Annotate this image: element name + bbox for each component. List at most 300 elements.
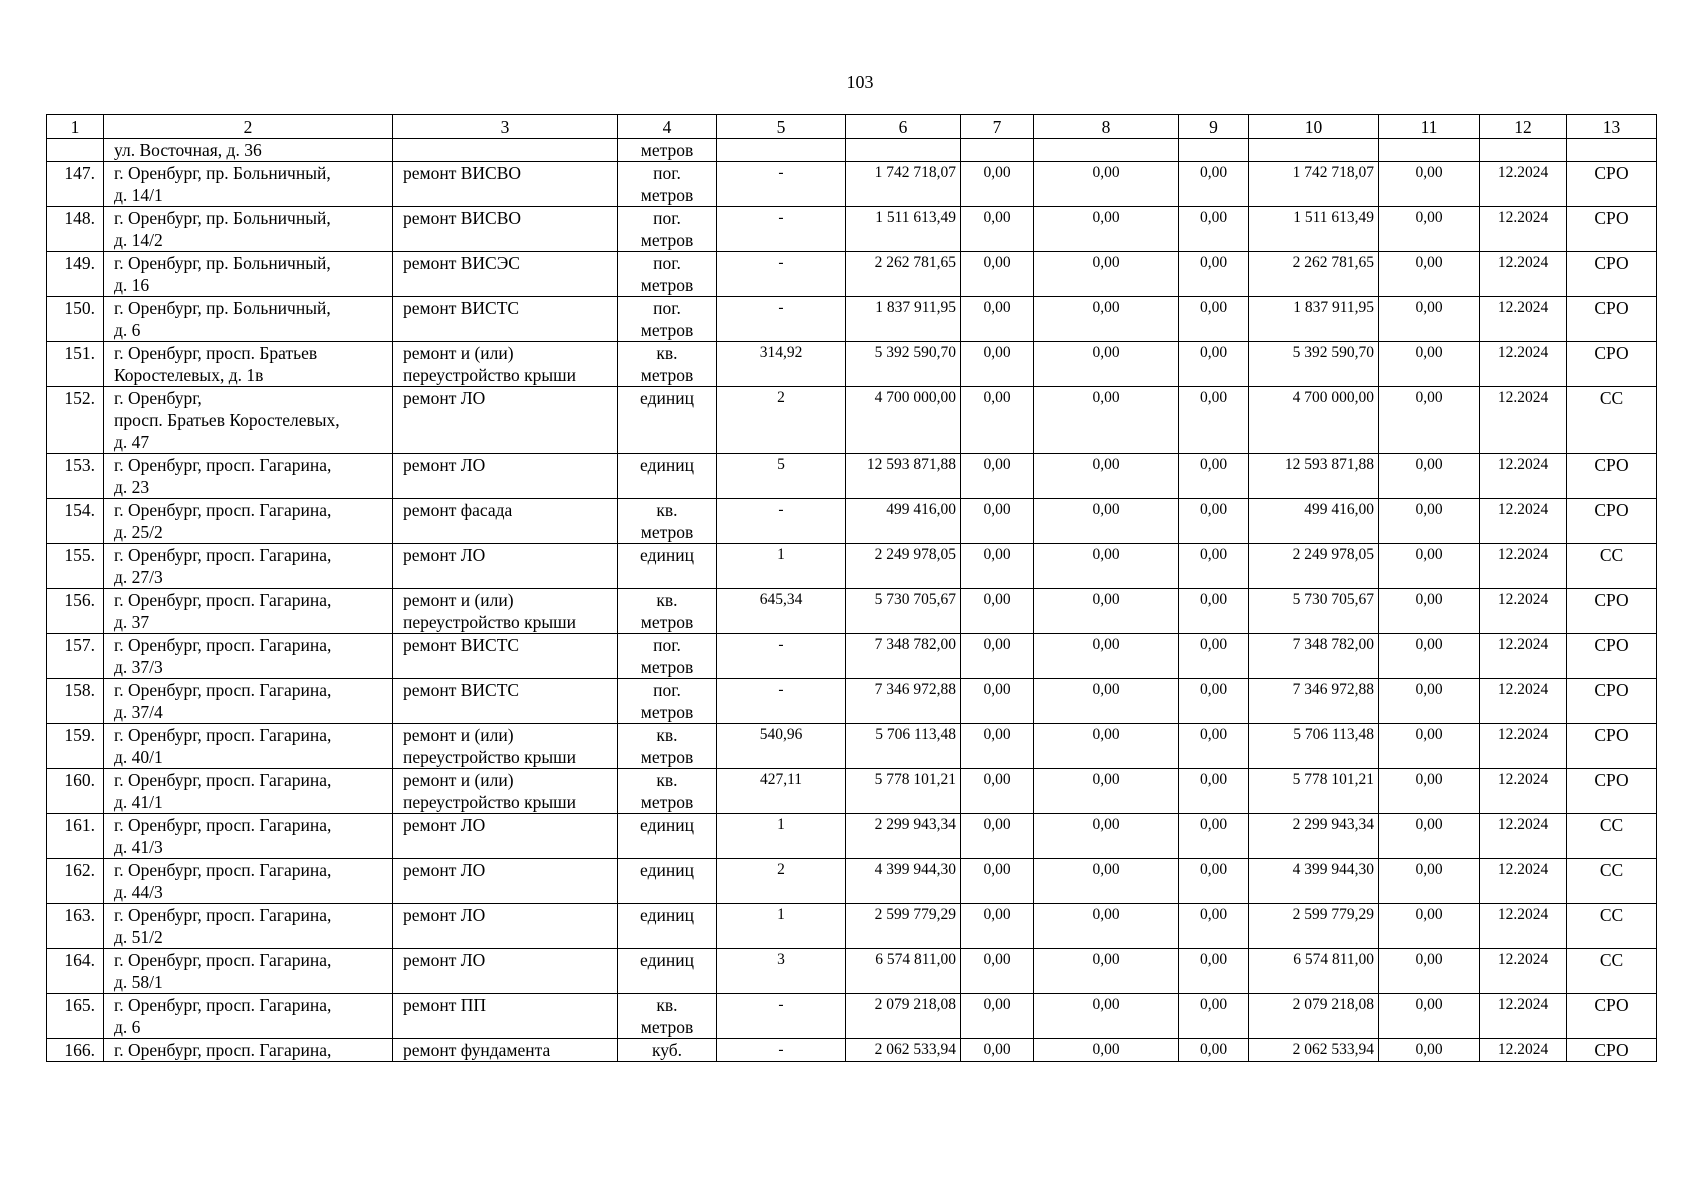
unit: единиц — [618, 904, 717, 949]
column-11-value: 0,00 — [1379, 297, 1480, 342]
completion-date: 12.2024 — [1480, 162, 1567, 207]
column-11-value: 0,00 — [1379, 162, 1480, 207]
fund-type: СРО — [1567, 1039, 1657, 1062]
table-row — [47, 679, 1657, 724]
address: г. Оренбург, просп. Гагарина, — [104, 1039, 393, 1062]
column-11-value: 0,00 — [1379, 387, 1480, 454]
completion-date: 12.2024 — [1480, 769, 1567, 814]
total-cost — [846, 139, 961, 162]
column-10-value: 2 079 218,08 — [1249, 994, 1379, 1039]
column-8-value: 0,00 — [1034, 859, 1179, 904]
address: г. Оренбург, просп. Гагарина, д. 37 — [104, 589, 393, 634]
table-row — [47, 387, 1657, 454]
quantity: - — [717, 994, 846, 1039]
unit: пог. метров — [618, 297, 717, 342]
column-8-value: 0,00 — [1034, 589, 1179, 634]
fund-type: СС — [1567, 387, 1657, 454]
work-type: ремонт и (или) переустройство крыши — [393, 589, 618, 634]
table-row — [47, 904, 1657, 949]
column-11-value — [1379, 139, 1480, 162]
column-9-value: 0,00 — [1179, 297, 1249, 342]
quantity: 3 — [717, 949, 846, 994]
column-9-value: 0,00 — [1179, 162, 1249, 207]
address: г. Оренбург, просп. Гагарина, д. 44/3 — [104, 859, 393, 904]
row-number: 162. — [47, 859, 104, 904]
work-type — [393, 139, 618, 162]
column-header: 8 — [1034, 115, 1179, 139]
total-cost: 1 511 613,49 — [846, 207, 961, 252]
column-8-value: 0,00 — [1034, 207, 1179, 252]
table-row — [47, 297, 1657, 342]
work-type: ремонт и (или) переустройство крыши — [393, 342, 618, 387]
column-8-value: 0,00 — [1034, 724, 1179, 769]
address: г. Оренбург, просп. Гагарина, д. 37/3 — [104, 634, 393, 679]
work-type: ремонт ВИСТС — [393, 634, 618, 679]
column-8-value: 0,00 — [1034, 297, 1179, 342]
work-type: ремонт ЛО — [393, 387, 618, 454]
column-9-value — [1179, 139, 1249, 162]
address: г. Оренбург, просп. Гагарина, д. 6 — [104, 994, 393, 1039]
column-7-value: 0,00 — [961, 724, 1034, 769]
address: г. Оренбург, пр. Больничный, д. 14/2 — [104, 207, 393, 252]
column-10-value: 1 837 911,95 — [1249, 297, 1379, 342]
row-number: 164. — [47, 949, 104, 994]
unit: пог. метров — [618, 207, 717, 252]
table-row — [47, 139, 1657, 162]
column-7-value: 0,00 — [961, 297, 1034, 342]
fund-type: СС — [1567, 859, 1657, 904]
column-10-value: 5 706 113,48 — [1249, 724, 1379, 769]
column-10-value: 7 346 972,88 — [1249, 679, 1379, 724]
row-number: 160. — [47, 769, 104, 814]
column-7-value: 0,00 — [961, 994, 1034, 1039]
table-row — [47, 724, 1657, 769]
column-10-value: 5 392 590,70 — [1249, 342, 1379, 387]
column-10-value: 12 593 871,88 — [1249, 454, 1379, 499]
completion-date: 12.2024 — [1480, 949, 1567, 994]
address: г. Оренбург, просп. Гагарина, д. 27/3 — [104, 544, 393, 589]
column-11-value: 0,00 — [1379, 994, 1480, 1039]
row-number — [47, 139, 104, 162]
column-10-value: 1 742 718,07 — [1249, 162, 1379, 207]
unit: единиц — [618, 454, 717, 499]
table-row — [47, 207, 1657, 252]
quantity: 1 — [717, 904, 846, 949]
column-10-value: 5 778 101,21 — [1249, 769, 1379, 814]
column-header: 5 — [717, 115, 846, 139]
fund-type: СРО — [1567, 679, 1657, 724]
column-11-value: 0,00 — [1379, 949, 1480, 994]
column-10-value: 4 399 944,30 — [1249, 859, 1379, 904]
unit: кв. метров — [618, 994, 717, 1039]
address: г. Оренбург, пр. Больничный, д. 14/1 — [104, 162, 393, 207]
column-10-value: 4 700 000,00 — [1249, 387, 1379, 454]
row-number: 166. — [47, 1039, 104, 1062]
table-row — [47, 994, 1657, 1039]
column-header: 10 — [1249, 115, 1379, 139]
repair-plan-table — [46, 114, 1657, 1062]
completion-date: 12.2024 — [1480, 387, 1567, 454]
address: г. Оренбург, просп. Гагарина, д. 40/1 — [104, 724, 393, 769]
completion-date: 12.2024 — [1480, 342, 1567, 387]
total-cost: 12 593 871,88 — [846, 454, 961, 499]
column-10-value: 2 599 779,29 — [1249, 904, 1379, 949]
unit: пог. метров — [618, 162, 717, 207]
unit: кв. метров — [618, 769, 717, 814]
column-9-value: 0,00 — [1179, 679, 1249, 724]
fund-type: СРО — [1567, 769, 1657, 814]
address: г. Оренбург, просп. Гагарина, д. 41/3 — [104, 814, 393, 859]
work-type: ремонт и (или) переустройство крыши — [393, 724, 618, 769]
column-11-value: 0,00 — [1379, 589, 1480, 634]
fund-type: СРО — [1567, 252, 1657, 297]
row-number: 150. — [47, 297, 104, 342]
fund-type: СРО — [1567, 342, 1657, 387]
quantity: 540,96 — [717, 724, 846, 769]
work-type: ремонт и (или) переустройство крыши — [393, 769, 618, 814]
column-10-value: 499 416,00 — [1249, 499, 1379, 544]
completion-date — [1480, 139, 1567, 162]
column-10-value: 7 348 782,00 — [1249, 634, 1379, 679]
column-9-value: 0,00 — [1179, 949, 1249, 994]
address: г. Оренбург, просп. Братьев Коростелевых, д. 1в — [104, 342, 393, 387]
address: г. Оренбург, просп. Гагарина, д. 41/1 — [104, 769, 393, 814]
column-11-value: 0,00 — [1379, 544, 1480, 589]
row-number: 159. — [47, 724, 104, 769]
column-9-value: 0,00 — [1179, 634, 1249, 679]
column-9-value: 0,00 — [1179, 387, 1249, 454]
total-cost: 2 079 218,08 — [846, 994, 961, 1039]
column-9-value: 0,00 — [1179, 769, 1249, 814]
column-7-value: 0,00 — [961, 859, 1034, 904]
fund-type: СРО — [1567, 994, 1657, 1039]
column-7-value: 0,00 — [961, 387, 1034, 454]
row-number: 153. — [47, 454, 104, 499]
table-row — [47, 859, 1657, 904]
column-8-value: 0,00 — [1034, 342, 1179, 387]
total-cost: 4 399 944,30 — [846, 859, 961, 904]
column-11-value: 0,00 — [1379, 769, 1480, 814]
quantity: - — [717, 499, 846, 544]
table-row — [47, 589, 1657, 634]
completion-date: 12.2024 — [1480, 634, 1567, 679]
column-header: 2 — [104, 115, 393, 139]
address: г. Оренбург, пр. Больничный, д. 16 — [104, 252, 393, 297]
unit: пог. метров — [618, 252, 717, 297]
column-9-value: 0,00 — [1179, 859, 1249, 904]
quantity: 1 — [717, 544, 846, 589]
column-11-value: 0,00 — [1379, 679, 1480, 724]
address: г. Оренбург, просп. Гагарина, д. 51/2 — [104, 904, 393, 949]
unit: куб. — [618, 1039, 717, 1062]
column-9-value: 0,00 — [1179, 994, 1249, 1039]
total-cost: 2 299 943,34 — [846, 814, 961, 859]
column-10-value: 2 062 533,94 — [1249, 1039, 1379, 1062]
column-header: 12 — [1480, 115, 1567, 139]
column-9-value: 0,00 — [1179, 342, 1249, 387]
column-9-value: 0,00 — [1179, 499, 1249, 544]
row-number: 147. — [47, 162, 104, 207]
column-11-value: 0,00 — [1379, 252, 1480, 297]
total-cost: 7 348 782,00 — [846, 634, 961, 679]
completion-date: 12.2024 — [1480, 589, 1567, 634]
column-header: 4 — [618, 115, 717, 139]
column-7-value: 0,00 — [961, 589, 1034, 634]
page-number: 103 — [846, 72, 874, 92]
column-11-value: 0,00 — [1379, 207, 1480, 252]
address: г. Оренбург, просп. Братьев Коростелевых, д. 47 — [104, 387, 393, 454]
fund-type — [1567, 139, 1657, 162]
table-body — [47, 139, 1657, 1062]
completion-date: 12.2024 — [1480, 207, 1567, 252]
unit: единиц — [618, 949, 717, 994]
unit: единиц — [618, 544, 717, 589]
column-8-value: 0,00 — [1034, 994, 1179, 1039]
work-type: ремонт ВИСТС — [393, 679, 618, 724]
total-cost: 2 262 781,65 — [846, 252, 961, 297]
quantity: 645,34 — [717, 589, 846, 634]
work-type: ремонт ЛО — [393, 859, 618, 904]
column-9-value: 0,00 — [1179, 454, 1249, 499]
column-7-value: 0,00 — [961, 162, 1034, 207]
column-10-value: 2 249 978,05 — [1249, 544, 1379, 589]
column-11-value: 0,00 — [1379, 454, 1480, 499]
column-11-value: 0,00 — [1379, 499, 1480, 544]
work-type: ремонт ВИСЭС — [393, 252, 618, 297]
quantity: 5 — [717, 454, 846, 499]
fund-type: СРО — [1567, 634, 1657, 679]
column-9-value: 0,00 — [1179, 252, 1249, 297]
total-cost: 499 416,00 — [846, 499, 961, 544]
unit: метров — [618, 139, 717, 162]
column-9-value: 0,00 — [1179, 589, 1249, 634]
fund-type: СС — [1567, 904, 1657, 949]
fund-type: СРО — [1567, 499, 1657, 544]
row-number: 155. — [47, 544, 104, 589]
column-7-value: 0,00 — [961, 207, 1034, 252]
column-9-value: 0,00 — [1179, 814, 1249, 859]
column-header: 7 — [961, 115, 1034, 139]
column-10-value: 2 299 943,34 — [1249, 814, 1379, 859]
unit: единиц — [618, 387, 717, 454]
column-number-row — [47, 115, 1657, 139]
column-7-value: 0,00 — [961, 679, 1034, 724]
unit: кв. метров — [618, 342, 717, 387]
row-number: 149. — [47, 252, 104, 297]
column-7-value: 0,00 — [961, 634, 1034, 679]
column-8-value: 0,00 — [1034, 1039, 1179, 1062]
completion-date: 12.2024 — [1480, 859, 1567, 904]
unit: единиц — [618, 859, 717, 904]
completion-date: 12.2024 — [1480, 544, 1567, 589]
quantity: - — [717, 634, 846, 679]
column-header: 6 — [846, 115, 961, 139]
completion-date: 12.2024 — [1480, 297, 1567, 342]
fund-type: СРО — [1567, 297, 1657, 342]
total-cost: 1 742 718,07 — [846, 162, 961, 207]
table-row — [47, 252, 1657, 297]
total-cost: 5 778 101,21 — [846, 769, 961, 814]
work-type: ремонт ВИСТС — [393, 297, 618, 342]
column-8-value: 0,00 — [1034, 454, 1179, 499]
column-header: 11 — [1379, 115, 1480, 139]
row-number: 158. — [47, 679, 104, 724]
unit: кв. метров — [618, 589, 717, 634]
column-header: 13 — [1567, 115, 1657, 139]
completion-date: 12.2024 — [1480, 1039, 1567, 1062]
completion-date: 12.2024 — [1480, 679, 1567, 724]
row-number: 157. — [47, 634, 104, 679]
column-7-value: 0,00 — [961, 1039, 1034, 1062]
column-8-value: 0,00 — [1034, 679, 1179, 724]
column-11-value: 0,00 — [1379, 904, 1480, 949]
completion-date: 12.2024 — [1480, 814, 1567, 859]
table-row — [47, 499, 1657, 544]
work-type: ремонт фундамента — [393, 1039, 618, 1062]
column-10-value: 2 262 781,65 — [1249, 252, 1379, 297]
column-8-value — [1034, 139, 1179, 162]
completion-date: 12.2024 — [1480, 994, 1567, 1039]
total-cost: 5 730 705,67 — [846, 589, 961, 634]
fund-type: СРО — [1567, 207, 1657, 252]
row-number: 161. — [47, 814, 104, 859]
address: г. Оренбург, просп. Гагарина, д. 37/4 — [104, 679, 393, 724]
quantity: - — [717, 1039, 846, 1062]
work-type: ремонт ЛО — [393, 544, 618, 589]
column-8-value: 0,00 — [1034, 904, 1179, 949]
work-type: ремонт фасада — [393, 499, 618, 544]
column-10-value: 6 574 811,00 — [1249, 949, 1379, 994]
unit: кв. метров — [618, 724, 717, 769]
column-8-value: 0,00 — [1034, 814, 1179, 859]
column-10-value: 1 511 613,49 — [1249, 207, 1379, 252]
row-number: 154. — [47, 499, 104, 544]
column-9-value: 0,00 — [1179, 207, 1249, 252]
column-header: 9 — [1179, 115, 1249, 139]
column-10-value: 5 730 705,67 — [1249, 589, 1379, 634]
table-row — [47, 769, 1657, 814]
column-7-value: 0,00 — [961, 454, 1034, 499]
quantity: - — [717, 297, 846, 342]
address: г. Оренбург, просп. Гагарина, д. 25/2 — [104, 499, 393, 544]
column-header: 1 — [47, 115, 104, 139]
work-type: ремонт ЛО — [393, 904, 618, 949]
unit: пог. метров — [618, 679, 717, 724]
fund-type: СС — [1567, 814, 1657, 859]
work-type: ремонт ЛО — [393, 454, 618, 499]
column-9-value: 0,00 — [1179, 1039, 1249, 1062]
work-type: ремонт ЛО — [393, 949, 618, 994]
table-row — [47, 342, 1657, 387]
total-cost: 5 706 113,48 — [846, 724, 961, 769]
column-7-value: 0,00 — [961, 949, 1034, 994]
completion-date: 12.2024 — [1480, 454, 1567, 499]
quantity: 2 — [717, 387, 846, 454]
total-cost: 1 837 911,95 — [846, 297, 961, 342]
unit: единиц — [618, 814, 717, 859]
total-cost: 5 392 590,70 — [846, 342, 961, 387]
column-7-value: 0,00 — [961, 342, 1034, 387]
total-cost: 4 700 000,00 — [846, 387, 961, 454]
table-row — [47, 949, 1657, 994]
quantity — [717, 139, 846, 162]
quantity: 2 — [717, 859, 846, 904]
quantity: - — [717, 679, 846, 724]
address: ул. Восточная, д. 36 — [104, 139, 393, 162]
column-11-value: 0,00 — [1379, 814, 1480, 859]
address: г. Оренбург, просп. Гагарина, д. 23 — [104, 454, 393, 499]
row-number: 156. — [47, 589, 104, 634]
column-8-value: 0,00 — [1034, 544, 1179, 589]
table-row — [47, 1039, 1657, 1062]
completion-date: 12.2024 — [1480, 724, 1567, 769]
address: г. Оренбург, просп. Гагарина, д. 58/1 — [104, 949, 393, 994]
column-7-value: 0,00 — [961, 904, 1034, 949]
work-type: ремонт ПП — [393, 994, 618, 1039]
column-9-value: 0,00 — [1179, 544, 1249, 589]
column-8-value: 0,00 — [1034, 252, 1179, 297]
table-row — [47, 162, 1657, 207]
total-cost: 2 599 779,29 — [846, 904, 961, 949]
column-8-value: 0,00 — [1034, 162, 1179, 207]
completion-date: 12.2024 — [1480, 252, 1567, 297]
column-11-value: 0,00 — [1379, 634, 1480, 679]
column-8-value: 0,00 — [1034, 949, 1179, 994]
fund-type: СРО — [1567, 724, 1657, 769]
completion-date: 12.2024 — [1480, 904, 1567, 949]
quantity: - — [717, 252, 846, 297]
fund-type: СРО — [1567, 589, 1657, 634]
work-type: ремонт ВИСВО — [393, 162, 618, 207]
column-11-value: 0,00 — [1379, 1039, 1480, 1062]
unit: кв. метров — [618, 499, 717, 544]
unit: пог. метров — [618, 634, 717, 679]
table-row — [47, 454, 1657, 499]
total-cost: 2 249 978,05 — [846, 544, 961, 589]
column-7-value: 0,00 — [961, 544, 1034, 589]
total-cost: 6 574 811,00 — [846, 949, 961, 994]
column-8-value: 0,00 — [1034, 387, 1179, 454]
column-11-value: 0,00 — [1379, 724, 1480, 769]
fund-type: СРО — [1567, 162, 1657, 207]
column-9-value: 0,00 — [1179, 904, 1249, 949]
quantity: 1 — [717, 814, 846, 859]
row-number: 163. — [47, 904, 104, 949]
column-10-value — [1249, 139, 1379, 162]
table-row — [47, 544, 1657, 589]
column-7-value: 0,00 — [961, 814, 1034, 859]
column-11-value: 0,00 — [1379, 859, 1480, 904]
column-7-value: 0,00 — [961, 252, 1034, 297]
column-7-value — [961, 139, 1034, 162]
quantity: - — [717, 207, 846, 252]
table-row — [47, 814, 1657, 859]
work-type: ремонт ВИСВО — [393, 207, 618, 252]
column-11-value: 0,00 — [1379, 342, 1480, 387]
row-number: 148. — [47, 207, 104, 252]
total-cost: 2 062 533,94 — [846, 1039, 961, 1062]
fund-type: СС — [1567, 544, 1657, 589]
fund-type: СС — [1567, 949, 1657, 994]
quantity: 314,92 — [717, 342, 846, 387]
fund-type: СРО — [1567, 454, 1657, 499]
column-7-value: 0,00 — [961, 769, 1034, 814]
completion-date: 12.2024 — [1480, 499, 1567, 544]
column-8-value: 0,00 — [1034, 634, 1179, 679]
row-number: 165. — [47, 994, 104, 1039]
column-8-value: 0,00 — [1034, 769, 1179, 814]
table-row — [47, 634, 1657, 679]
